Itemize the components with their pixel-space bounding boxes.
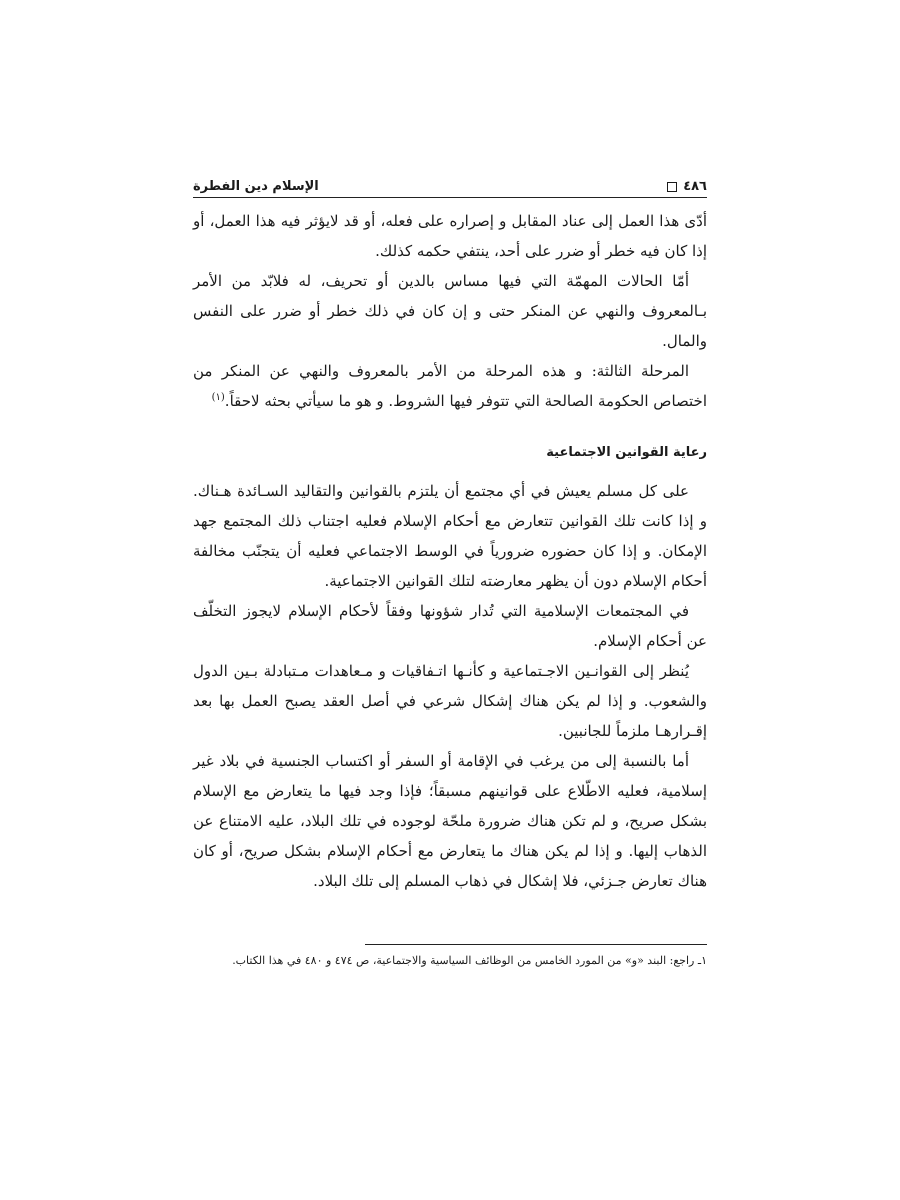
paragraph: يُنظر إلى القوانـين الاجـتماعية و كأنـها اتـفاقيات و مـعاهدات مـتبادلة بـين الدول والشعوب. و إذا لم يكن هناك إشكال شرعي في أصل العقد يصبح العمل بها بعد إقـرارهـا ملزماً للجانبين. bbox=[193, 662, 707, 740]
main-text bbox=[193, 206, 707, 896]
footnote-divider bbox=[365, 944, 707, 945]
running-header bbox=[193, 168, 707, 194]
paragraph: أما بالنسبة إلى من يرغب في الإقامة أو السفر أو اكتساب الجنسية في بلاد غير إسلامية، فعليه الاطّلاع على قوانينهم مسبقاً؛ فإذا وجد فيها ما يتعارض مع الإسلام بشكل صريح، و لم تكن هناك ضرورة ملحّة لوجوده في تلك البلاد، عليه الامتناع عن الذهاب إليها. و إذا لم يكن هناك ما يتعارض مع أحكام الإسلام بشكل صريح، أو كان هناك تعارض جـزئي، فلا إشكال في ذهاب المسلم إلى تلك البلاد. bbox=[193, 752, 707, 890]
footnote-reference[interactable]: (١) bbox=[211, 392, 225, 403]
page-number-group bbox=[667, 179, 707, 194]
header-divider bbox=[193, 197, 707, 198]
footnote: ١ـ راجع: البند «و» من المورد الخامس من الوظائف السياسية والاجتماعية، ص ٤٧٤ و ٤٨٠ في هذا الكتاب. bbox=[232, 954, 707, 967]
paragraph-third-stage bbox=[193, 356, 707, 416]
running-title: الإسلام دين الفطرة bbox=[193, 179, 319, 194]
paragraph: على كل مسلم يعيش في أي مجتمع أن يلتزم بالقوانين والتقاليد السـائدة هـناك. و إذا كانت تلك القوانين تتعارض مع أحكام الإسلام فعليه اجتناب ذلك المجتمع جهد الإمكان. و إذا كان حضوره ضرورياً في الوسط الاجتماعي فعليه أن يتجنّب مخالفة أحكام الإسلام دون أن يظهر معارضته لتلك القوانين الاجتماعية. bbox=[193, 482, 707, 590]
square-icon bbox=[667, 182, 677, 192]
page-number: ٤٨٦ bbox=[683, 179, 707, 194]
paragraph: أمّا الحالات المهمّة التي فيها مساس بالدين أو تحريف، له فلابّد من الأمر بـالمعروف والنهي عن المنكر حتى و إن كان في ذلك خطر أو ضرر على النفس والمال. bbox=[193, 272, 707, 350]
paragraph: في المجتمعات الإسلامية التي تُدار شؤونها وفقاً لأحكام الإسلام لايجوز التخلّف عن أحكام الإسلام. bbox=[193, 602, 707, 650]
section-heading: رعاية القوانين الاجتماعية bbox=[546, 445, 707, 460]
paragraph-text: المرحلة الثالثة: و هذه المرحلة من الأمر بالمعروف والنهي عن المنكر من اختصاص الحكومة الصالحة التي تتوفر فيها الشروط. و هو ما سيأتي بحثه لاحقاً. bbox=[193, 362, 707, 410]
paragraph-continued: أدّى هذا العمل إلى عناد المقابل و إصراره على فعله، أو قد لايؤثر فيه هذا العمل، أو إذا كان فيه خطر أو ضرر على أحد، ينتفي حكمه كذلك. bbox=[193, 212, 707, 260]
